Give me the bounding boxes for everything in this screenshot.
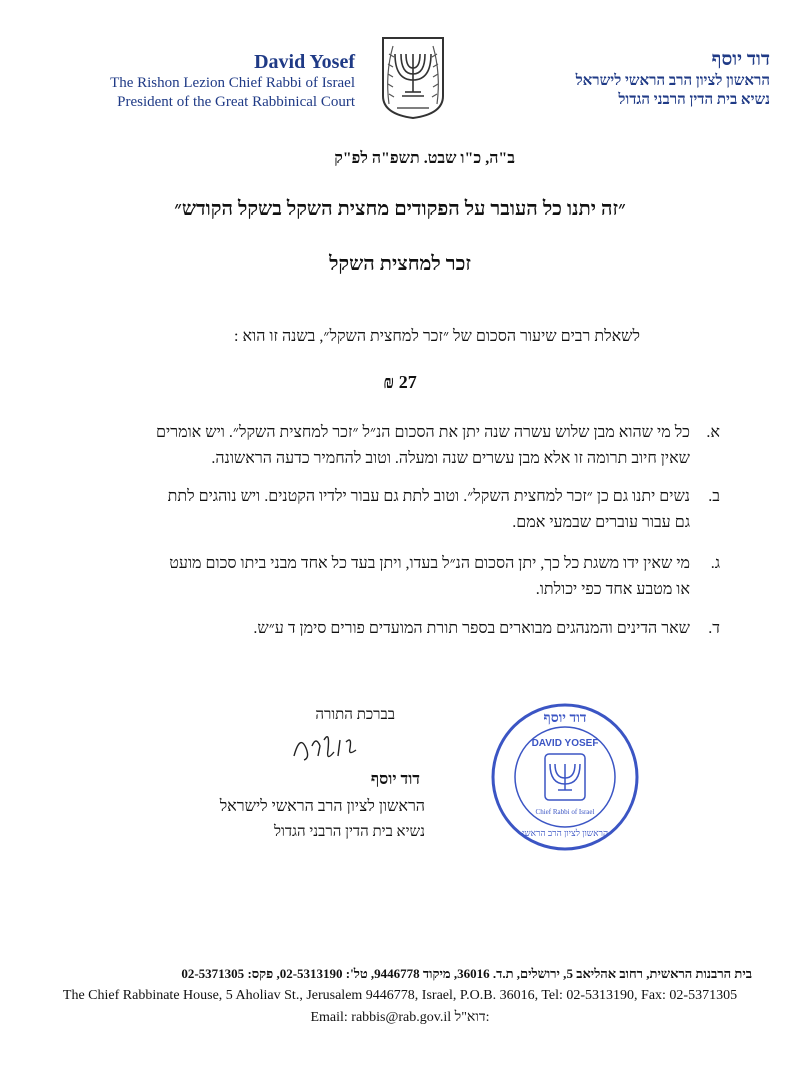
intro-text: לשאלת רבים שיעור הסכום של ״זכר למחצית השקל״, בשנה זו הוא : bbox=[234, 328, 640, 345]
svg-text:הראשון לציון הרב הראשי: הראשון לציון הרב הראשי bbox=[521, 828, 609, 838]
english-letterhead bbox=[95, 50, 355, 112]
letter-title: ״זה יתנו כל העובר על הפקודים מחצית השקל בשקל הקודש״ bbox=[174, 198, 626, 220]
item-letter: א. bbox=[706, 424, 720, 441]
footer-english-address: The Chief Rabbinate House, 5 Aholiav St., Jerusalem 9446778, Israel, P.O.B. 36016, Tel: 02-5313190, Fax: 02-5371305 bbox=[62, 988, 738, 1003]
item-line-1: שאר הדינים והמנהגים מבוארים בספר תורת המועדים פורים סימן ד ע״ש. bbox=[253, 620, 690, 637]
svg-text:DAVID YOSEF: DAVID YOSEF bbox=[531, 738, 599, 749]
footer-email: Email: rabbis@rab.gov.il דוא"ל: bbox=[310, 1010, 490, 1025]
item-line-2: שאין חיוב תרומה זו אלא מבן עשרים שנה ומעלה. וטוב להחמיר כדעה הראשונה. bbox=[211, 450, 690, 467]
state-emblem-icon bbox=[375, 34, 451, 120]
letter-subtitle: זכר למחצית השקל bbox=[329, 253, 471, 275]
letter-date: ב"ה, כ"ו שבט. תשפ"ה לפ"ק bbox=[334, 150, 515, 167]
item-line-1: נשים יתנו גם כן ״זכר למחצית השקל״. וטוב לתת גם עבור ילדיו הקטנים. ויש נוהגים לתת bbox=[167, 488, 690, 505]
english-title-line-1: The Rishon Lezion Chief Rabbi of Israel bbox=[110, 75, 355, 91]
list-item-alef bbox=[90, 420, 720, 472]
list-item-dalet bbox=[90, 616, 720, 642]
handwritten-signature-icon bbox=[290, 726, 370, 766]
item-letter: ד. bbox=[708, 620, 720, 637]
hebrew-letterhead bbox=[530, 48, 770, 110]
english-title-line-2: President of the Great Rabbinical Court bbox=[117, 94, 355, 110]
svg-text:Chief Rabbi of Israel: Chief Rabbi of Israel bbox=[535, 808, 595, 816]
amount-value: 27 ₪ bbox=[383, 372, 417, 392]
item-line-1: מי שאין ידו משגת כל כך, יתן הסכום הנ״ל בעדו, ויתן בעד כל אחד מבני ביתו סכום מועט bbox=[169, 555, 690, 572]
item-letter: ג. bbox=[710, 555, 720, 572]
item-letter: ב. bbox=[708, 488, 720, 505]
item-line-2: או מטבע אחד כפי יכולתו. bbox=[535, 581, 690, 598]
item-line-2: גם עבור עוברים שבמעי אמם. bbox=[512, 514, 690, 531]
signer-role-2: נשיא בית הדין הרבני הגדול bbox=[273, 824, 425, 840]
hebrew-title-line-1: הראשון לציון הרב הראשי לישראל bbox=[575, 73, 770, 89]
signer-role-1: הראשון לציון הרב הראשי לישראל bbox=[219, 798, 425, 815]
list-item-gimel bbox=[90, 551, 720, 603]
list-item-bet bbox=[90, 484, 720, 536]
blessing-text: בברכת התורה bbox=[315, 707, 395, 723]
footer-hebrew-address: בית הרבנות הראשית, רחוב אהליאב 5, ירושלים, ת.ד. 36016, מיקוד 9446778, טל': 02-5313190, פקס: 02-5371305 bbox=[181, 966, 752, 981]
official-stamp-icon bbox=[490, 702, 640, 852]
english-name: David Yosef bbox=[254, 51, 355, 73]
item-line-1: כל מי שהוא מבן שלוש עשרה שנה יתן את הסכום הנ״ל ״זכר למחצית השקל״. ויש אומרים bbox=[156, 424, 690, 441]
hebrew-name: דוד יוסף bbox=[711, 49, 770, 70]
svg-text:דוד יוסף: דוד יוסף bbox=[543, 711, 587, 726]
hebrew-title-line-2: נשיא בית הדין הרבני הגדול bbox=[618, 92, 770, 108]
signer-name: דוד יוסף bbox=[370, 771, 420, 788]
